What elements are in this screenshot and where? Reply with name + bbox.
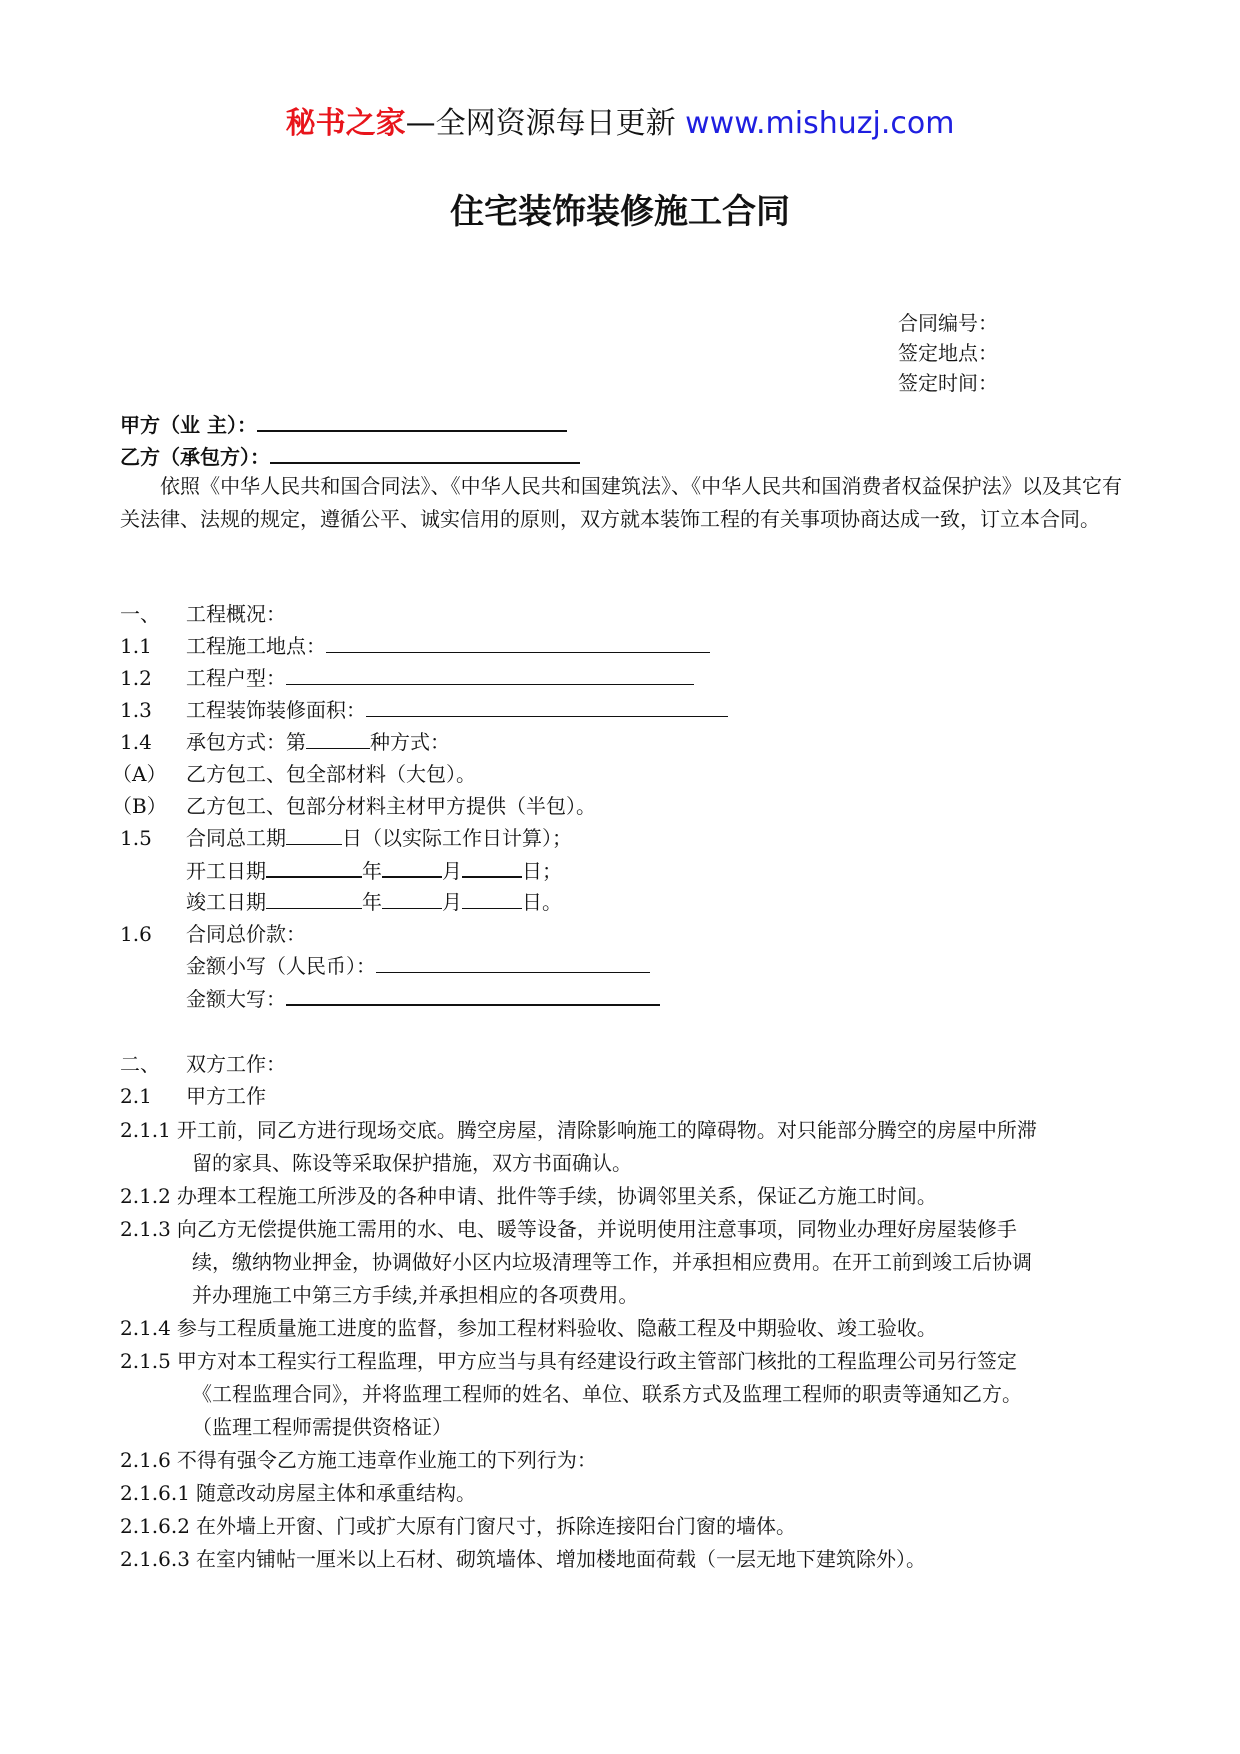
option-b-text: 乙方包工、包部分材料主材甲方提供（半包）。: [186, 794, 596, 818]
house-type-blank[interactable]: [286, 662, 694, 685]
banner-brand: 秘书之家: [285, 106, 406, 141]
item-label: 工程施工地点：: [186, 634, 326, 658]
site-address-blank[interactable]: [326, 630, 710, 653]
section-1-heading: [120, 598, 286, 630]
item-number: 1.2: [120, 666, 152, 690]
clause-2-1-6-2: [120, 1510, 796, 1543]
clause-number: 2.1.1: [120, 1118, 171, 1142]
amount-big-label: 金额大写：: [186, 987, 286, 1011]
party-a-row: [120, 408, 567, 441]
clause-number: 2.1.6.3: [120, 1547, 190, 1571]
clause-text: 开工前，同乙方进行现场交底。腾空房屋，清除影响施工的障碍物。对只能部分腾空的房屋中所滞: [176, 1118, 1037, 1142]
party-a-blank[interactable]: [257, 408, 567, 432]
item-number: 1.3: [120, 698, 152, 722]
amount-big-row: [186, 982, 660, 1015]
amount-small-label: 金额小写（人民币）：: [186, 954, 376, 978]
subsection-number: 2.1: [120, 1084, 152, 1108]
clause-2-1-6-3: [120, 1543, 926, 1576]
item-number: 1.4: [120, 730, 152, 754]
option-b-mark: （B）: [112, 794, 167, 818]
clause-number: 2.1.2: [120, 1184, 171, 1208]
item-1-5: [120, 822, 572, 854]
clause-continuation: 留的家具、陈设等采取保护措施，双方书面确认。: [192, 1151, 632, 1175]
party-a-label: 甲方（业 主）：: [120, 413, 257, 437]
section-1-number: 一、: [120, 602, 160, 626]
sign-place-label: 签定地点：: [898, 341, 998, 365]
item-1-4: [120, 726, 450, 758]
option-a-text: 乙方包工、包全部材料（大包）。: [186, 762, 476, 786]
clause-text: 向乙方无偿提供施工需用的水、电、暖等设备，并说明使用注意事项，同物业办理好房屋装修手: [176, 1217, 1017, 1241]
period-label: 合同总工期: [186, 826, 286, 850]
item-label: 工程户型：: [186, 666, 286, 690]
contract-number-label: 合同编号：: [898, 311, 998, 335]
clause-text: 随意改动房屋主体和承重结构。: [195, 1481, 476, 1505]
start-month-blank[interactable]: [382, 854, 442, 878]
clause-2-1-6-1: [120, 1477, 476, 1510]
clause-2-1-6: [120, 1444, 597, 1477]
option-a-mark: （A）: [112, 762, 167, 786]
period-blank[interactable]: [286, 822, 342, 845]
subsection-title: 甲方工作: [186, 1084, 266, 1108]
clause-text: 在外墙上开窗、门或扩大原有门窗尺寸，拆除连接阳台门窗的墙体。: [195, 1514, 796, 1538]
start-date-row: [186, 854, 562, 887]
amount-small-row: [186, 950, 650, 982]
clause-continuation: （监理工程师需提供资格证）: [192, 1415, 452, 1439]
amount-big-blank[interactable]: [286, 982, 660, 1006]
end-date-row: [186, 886, 562, 918]
clause-text: 办理本工程施工所涉及的各种申请、批件等手续，协调邻里关系，保证乙方施工时间。: [176, 1184, 937, 1208]
clause-number: 2.1.6.1: [120, 1481, 190, 1505]
intro-paragraph: 依照《中华人民共和国合同法》、《中华人民共和国建筑法》、《中华人民共和国消费者权益保护法》以及其它有关法律、法规的规定，遵循公平、诚实信用的原则，双方就本装饰工程的有关事项协商达成一致，订立本合同。: [120, 474, 1122, 531]
clause-continuation: 续，缴纳物业押金，协调做好小区内垃圾清理等工作，并承担相应费用。在开工前到竣工后协调: [192, 1250, 1032, 1274]
item-suffix: 种方式：: [370, 730, 450, 754]
section-2-number: 二、: [120, 1052, 160, 1076]
section-1-title: 工程概况：: [186, 602, 286, 626]
clause-text: 参与工程质量施工进度的监督，参加工程材料验收、隐蔽工程及中期验收、竣工验收。: [176, 1316, 937, 1340]
section-2-title: 双方工作：: [186, 1052, 286, 1076]
method-blank[interactable]: [306, 726, 370, 749]
subsection-2-1: [120, 1080, 266, 1112]
month-label: 月: [442, 890, 462, 914]
party-b-row: [120, 440, 580, 473]
item-1-3: [120, 694, 728, 726]
clause-2-1-3: [120, 1213, 1017, 1246]
clause-2-1-2: [120, 1180, 937, 1213]
start-year-blank[interactable]: [266, 854, 362, 878]
end-month-blank[interactable]: [382, 886, 442, 909]
item-1-2: [120, 662, 694, 694]
period-suffix: 日（以实际工作日计算）；: [342, 826, 572, 850]
item-1-1: [120, 630, 710, 662]
clause-2-1-1: [120, 1114, 1037, 1147]
item-number: 1.5: [120, 826, 152, 850]
month-label: 月: [442, 859, 462, 883]
clause-2-1-4: [120, 1312, 937, 1345]
item-label: 工程装饰装修面积：: [186, 698, 366, 722]
end-date-label: 竣工日期: [186, 890, 266, 914]
clause-number: 2.1.3: [120, 1217, 171, 1241]
year-label: 年: [362, 859, 382, 883]
clause-number: 2.1.5: [120, 1349, 171, 1373]
item-number: 1.1: [120, 634, 152, 658]
sign-time-label: 签定时间：: [898, 371, 998, 395]
clause-text: 在室内铺帖一厘米以上石材、砌筑墙体、增加楼地面荷载（一层无地下建筑除外）。: [195, 1547, 926, 1571]
start-date-label: 开工日期: [186, 859, 266, 883]
item-1-6: [120, 918, 306, 950]
clause-number: 2.1.6: [120, 1448, 171, 1472]
day-label: 日；: [522, 859, 562, 883]
clause-number: 2.1.4: [120, 1316, 171, 1340]
clause-text: 不得有强令乙方施工违章作业施工的下列行为：: [176, 1448, 597, 1472]
amount-small-blank[interactable]: [376, 950, 650, 973]
item-number: 1.6: [120, 922, 152, 946]
clause-continuation: 并办理施工中第三方手续,并承担相应的各项费用。: [192, 1283, 639, 1307]
clause-2-1-5: [120, 1345, 1017, 1378]
end-year-blank[interactable]: [266, 886, 362, 909]
start-day-blank[interactable]: [462, 854, 522, 878]
section-2-heading: [120, 1048, 286, 1080]
option-b: [112, 790, 596, 822]
clause-number: 2.1.6.2: [120, 1514, 190, 1538]
clause-continuation: 《工程监理合同》，并将监理工程师的姓名、单位、联系方式及监理工程师的职责等通知乙方。: [192, 1382, 1022, 1406]
year-label: 年: [362, 890, 382, 914]
item-label: 承包方式：第: [186, 730, 306, 754]
party-b-label: 乙方（承包方）：: [120, 445, 270, 469]
banner-url[interactable]: www.mishuzj.com: [685, 106, 955, 141]
document-title: 住宅装饰装修施工合同: [450, 192, 790, 232]
area-blank[interactable]: [366, 694, 728, 717]
price-label: 合同总价款：: [186, 922, 306, 946]
end-day-blank[interactable]: [462, 886, 522, 909]
party-b-blank[interactable]: [270, 440, 580, 464]
banner-tagline: —全网资源每日更新: [405, 106, 676, 141]
option-a: [112, 758, 476, 790]
site-banner: [0, 104, 1240, 144]
clause-text: 甲方对本工程实行工程监理，甲方应当与具有经建设行政主管部门核批的工程监理公司另行签定: [176, 1349, 1017, 1373]
day-label: 日。: [522, 890, 562, 914]
